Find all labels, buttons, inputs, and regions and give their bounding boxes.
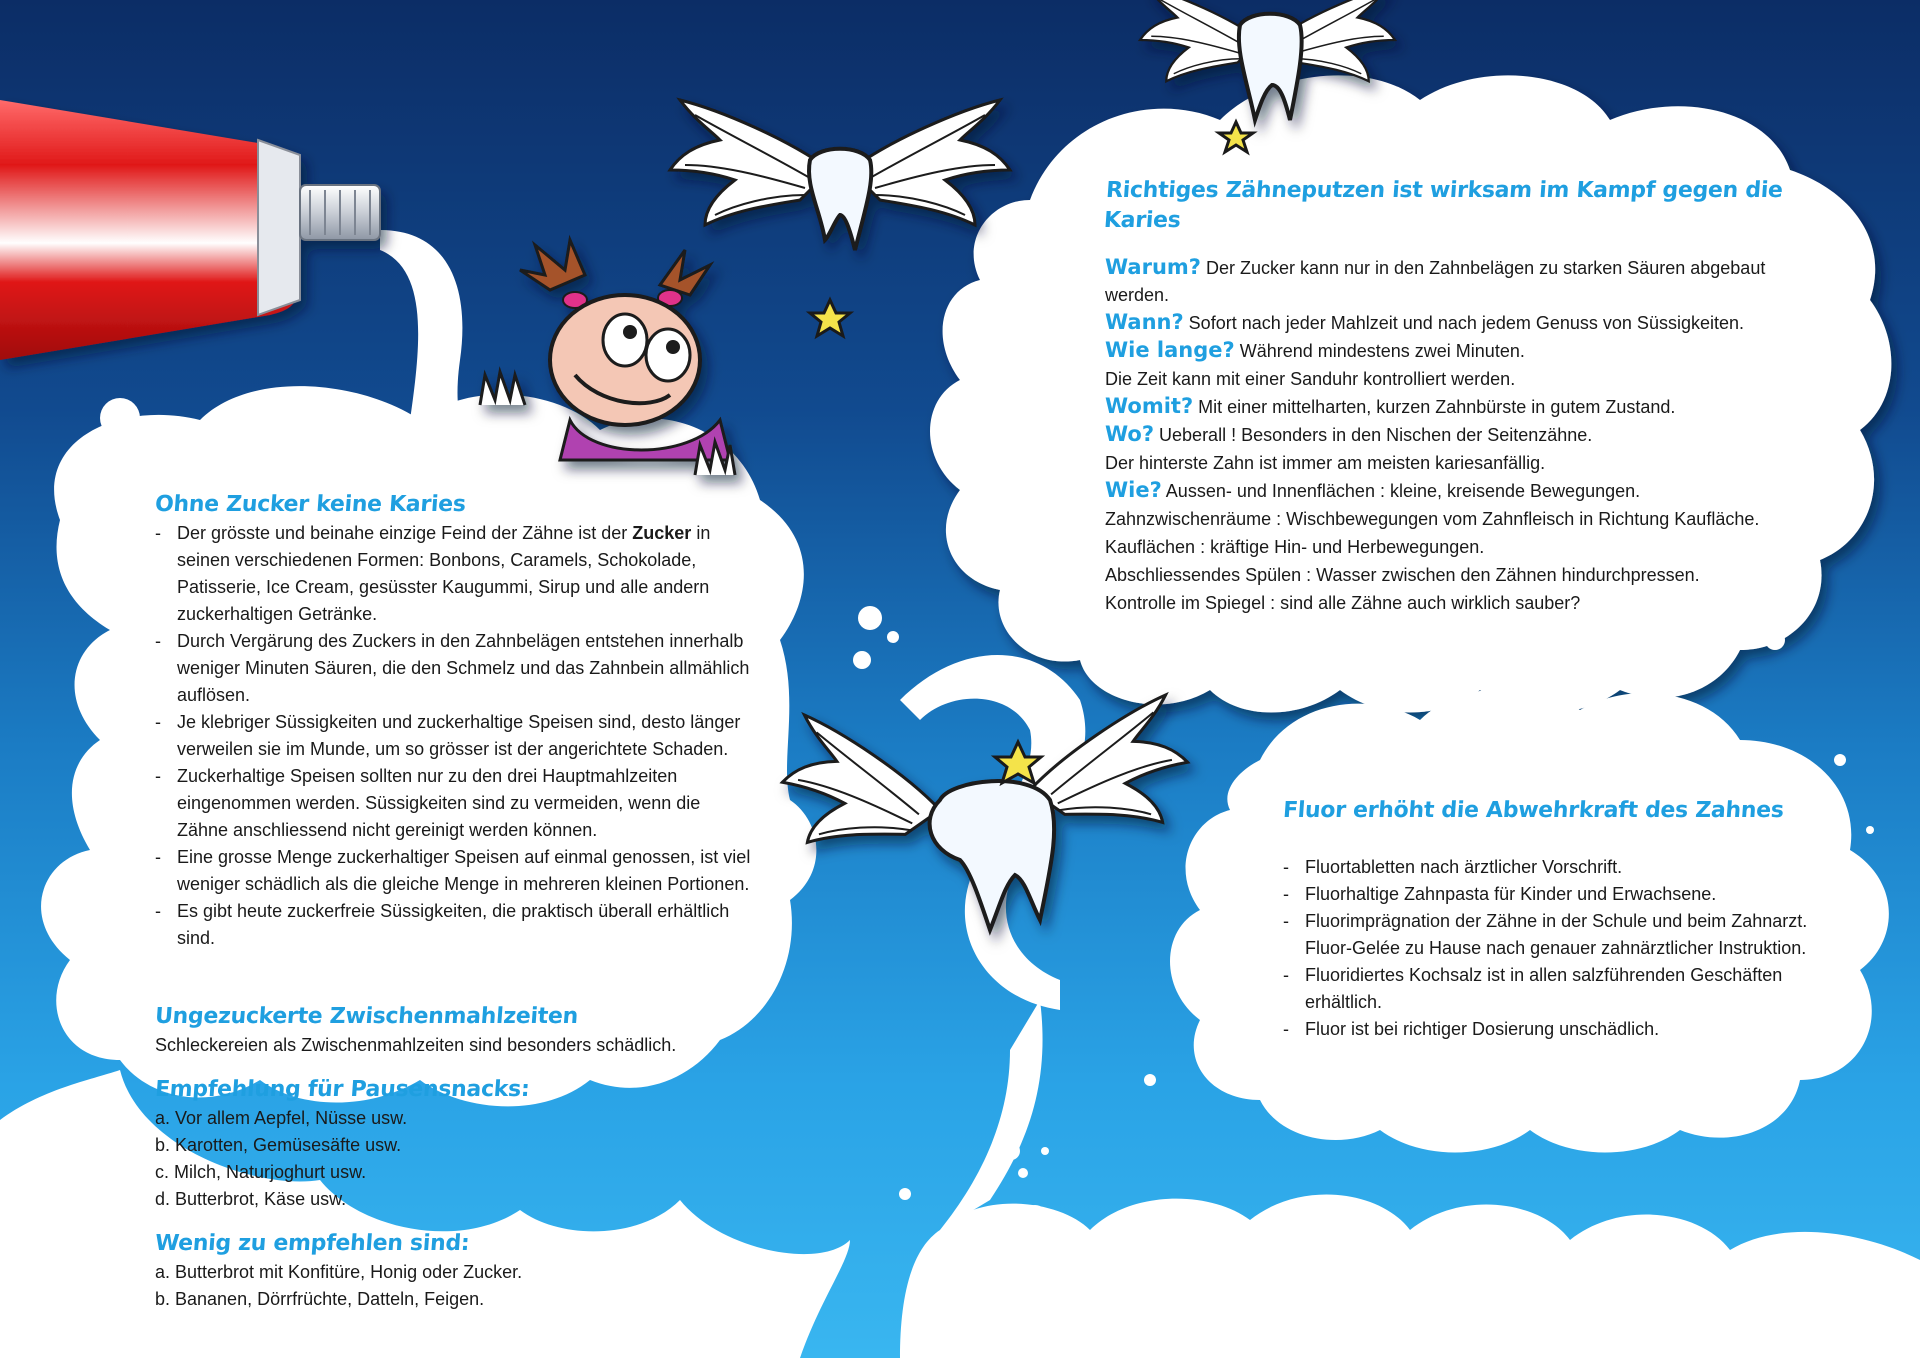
brushing-row: Wann? Sofort nach jeder Mahlzeit und nach jedem Genuss von Süssigkeiten.: [1105, 310, 1744, 334]
list-item: - Fluor ist bei richtiger Dosierung unschädlich.: [1283, 1016, 1823, 1043]
brushing-row: Wie lange? Während mindestens zwei Minuten.: [1105, 338, 1525, 362]
heading-ohne-zucker: Ohne Zucker keine Karies: [154, 492, 467, 517]
brushing-row: Zahnzwischenräume : Wischbewegungen vom Zahnfleisch in Richtung Kaufläche.: [1105, 509, 1760, 529]
brushing-row: Wo? Ueberall ! Besonders in den Nischen der Seitenzähne.: [1105, 422, 1593, 446]
brushing-row: Der hinterste Zahn ist immer am meisten kariesanfällig.: [1105, 453, 1546, 473]
brushing-row: Kauflächen : kräftige Hin- und Herbewegungen.: [1105, 537, 1485, 557]
star-icon: [810, 300, 850, 336]
snack-item: b. Karotten, Gemüsesäfte usw.: [155, 1135, 402, 1155]
list-item: - Der grösste und beinahe einzige Feind der Zähne ist der Zucker in seinen verschiedenen Formen: Bonbons, Caramels, Schokolade, Patisserie, Ice Cream, gesüsster Kaugummi, Sirup und alle andern zuckerhaltigen Getränke.: [155, 520, 755, 628]
flying-tooth-icon: [773, 693, 1197, 930]
left-text-column: [155, 490, 755, 1313]
list-item: - Fluorimprägnation der Zähne in der Schule und beim Zahnarzt. Fluor-Gelée zu Hause nach genauer zahnärztlicher Instruktion.: [1283, 908, 1823, 962]
snack-item: a. Vor allem Aepfel, Nüsse usw.: [155, 1108, 408, 1128]
list-item: - Fluorhaltige Zahnpasta für Kinder und Erwachsene.: [1283, 881, 1823, 908]
brushing-row: Kontrolle im Spiegel : sind alle Zähne auch wirklich sauber?: [1105, 593, 1581, 613]
list-item: - Je klebriger Süssigkeiten und zuckerhaltige Speisen sind, desto länger verweilen sie im Munde, um so grösser ist der angerichtete Schaden.: [155, 709, 755, 763]
brushing-text-block: [1105, 176, 1805, 617]
list-item: - Fluortabletten nach ärztlicher Vorschrift.: [1283, 854, 1823, 881]
brushing-row: Warum? Der Zucker kann nur in den Zahnbelägen zu starken Säuren abgebaut werden.: [1105, 255, 1766, 305]
heading-zwischenmahlzeiten: Ungezuckerte Zwischenmahlzeiten: [154, 1004, 579, 1029]
fluor-list: [1283, 854, 1823, 1043]
list-item: - Durch Vergärung des Zuckers in den Zahnbelägen entstehen innerhalb weniger Minuten Säuren, die den Schmelz und das Zahnbein allmählich auflösen.: [155, 628, 755, 709]
heading-fluor: Fluor erhöht die Abwehrkraft des Zahnes: [1282, 798, 1785, 823]
list-item: - Es gibt heute zuckerfreie Süssigkeiten, die praktisch überall erhältlich sind.: [155, 898, 755, 952]
intro-text: Schleckereien als Zwischenmahlzeiten sind besonders schädlich.: [155, 1035, 677, 1055]
snack-item: c. Milch, Naturjoghurt usw.: [155, 1162, 367, 1182]
brushing-row: Womit? Mit einer mittelharten, kurzen Zahnbürste in gutem Zustand.: [1105, 394, 1676, 418]
heading-wenig-empfehlen: Wenig zu empfehlen sind:: [154, 1231, 471, 1256]
snack-item: d. Butterbrot, Käse usw.: [155, 1189, 347, 1209]
list-item: - Fluoridiertes Kochsalz ist in allen salzführenden Geschäften erhältlich.: [1283, 962, 1823, 1016]
flying-tooth-icon: [670, 100, 1010, 250]
sugar-facts-list: [155, 520, 755, 952]
fluor-text-block: [1283, 796, 1823, 1043]
brushing-row: Die Zeit kann mit einer Sanduhr kontrolliert werden.: [1105, 369, 1516, 389]
toothpaste-tube-icon: [0, 100, 380, 360]
not-recommended-item: a. Butterbrot mit Konfitüre, Honig oder Zucker.: [155, 1262, 523, 1282]
brushing-row: Wie? Aussen- und Innenflächen : kleine, kreisende Bewegungen.: [1105, 478, 1641, 502]
brushing-row: Abschliessendes Spülen : Wasser zwischen den Zähnen hindurchpressen.: [1105, 565, 1700, 585]
list-item: - Eine grosse Menge zuckerhaltiger Speisen auf einmal genossen, ist viel weniger schädlich als die gleiche Menge in mehreren kleinen Portionen.: [155, 844, 755, 898]
heading-zaehneputzen: Richtiges Zähneputzen ist wirksam im Kampf gegen die Karies: [1103, 178, 1784, 233]
heading-pausensnacks: Empfehlung für Pausensnacks:: [154, 1077, 531, 1102]
list-item: - Zuckerhaltige Speisen sollten nur zu den drei Hauptmahlzeiten eingenommen werden. Süssigkeiten sind zu vermeiden, wenn die Zähne anschliessend nicht gereinigt werden können.: [155, 763, 755, 844]
not-recommended-item: b. Bananen, Dörrfrüchte, Datteln, Feigen.: [155, 1289, 485, 1309]
